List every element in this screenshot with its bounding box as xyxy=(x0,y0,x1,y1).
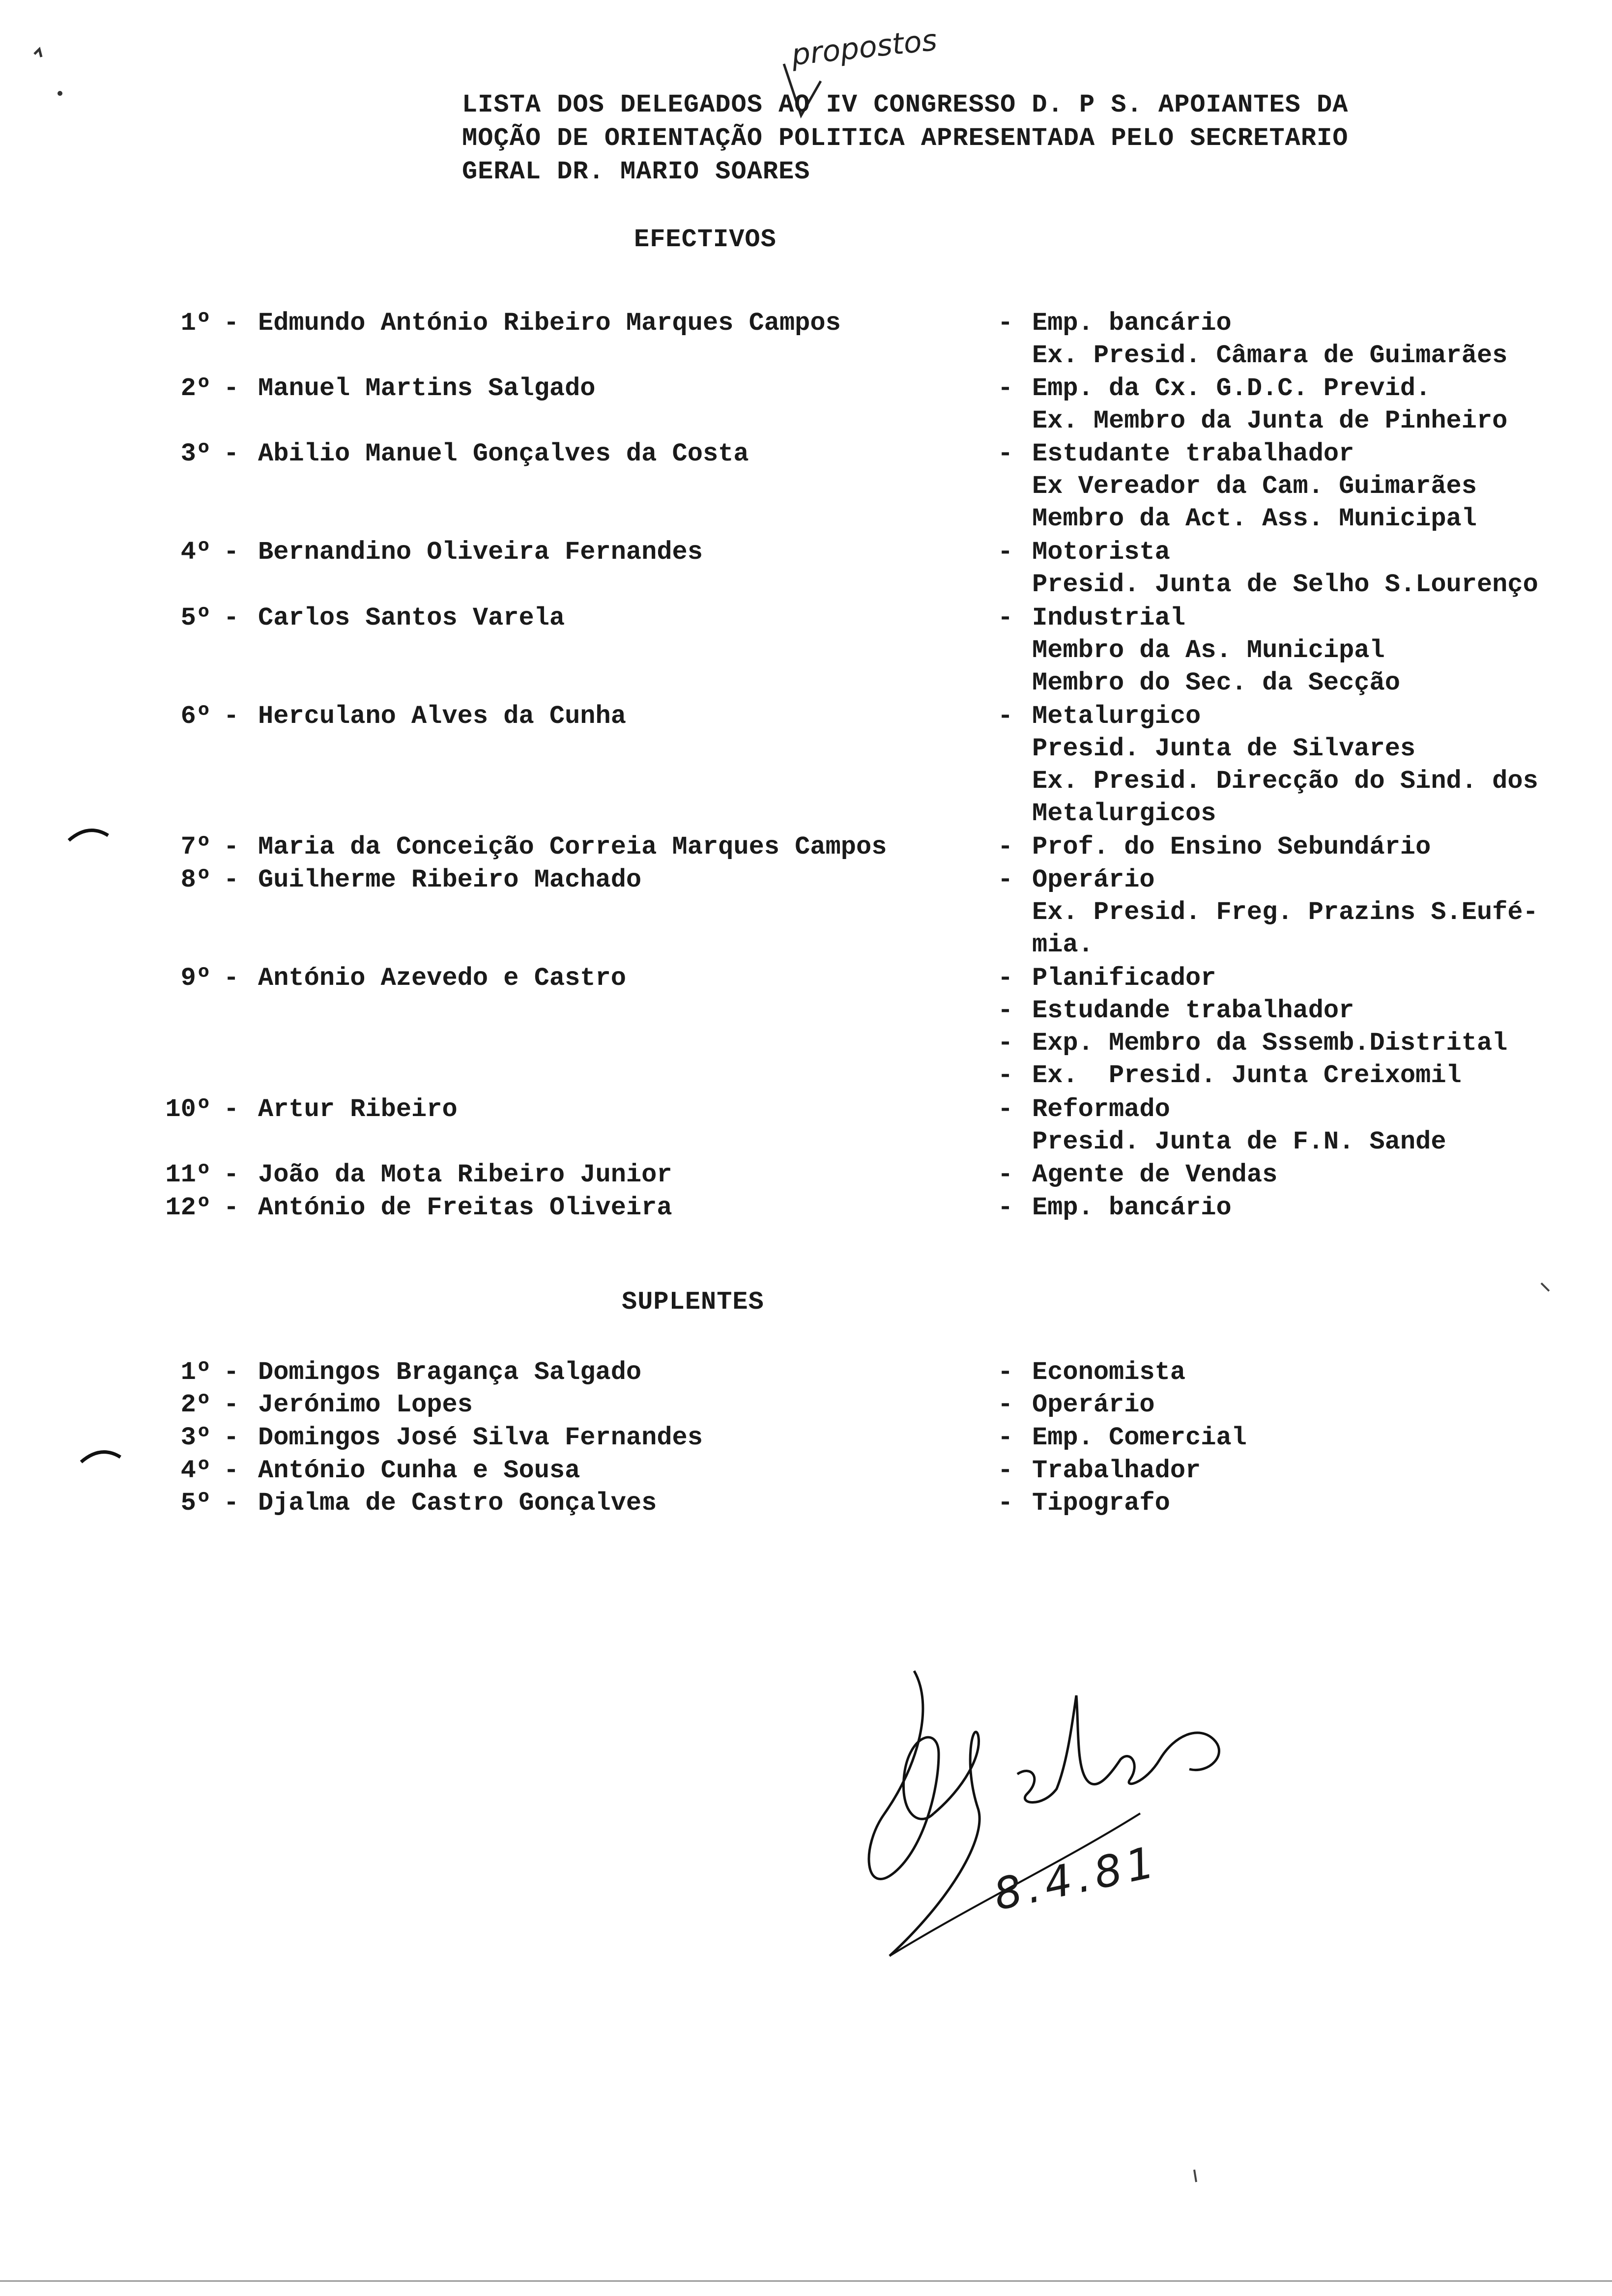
delegate-roles xyxy=(998,962,1507,1092)
entry-number: 2º xyxy=(180,374,211,403)
entry-dash: - xyxy=(224,1095,239,1124)
delegate-roles xyxy=(998,307,1507,372)
entry-dash: - xyxy=(224,309,239,338)
margin-mark xyxy=(1189,2167,1204,2187)
delegate-roles xyxy=(998,438,1477,535)
delegate-role: - Tipografo xyxy=(998,1487,1170,1520)
delegate-name: Abilio Manuel Gonçalves da Costa xyxy=(258,439,749,468)
delegate-name: Edmundo António Ribeiro Marques Campos xyxy=(258,309,841,338)
delegate-name: Herculano Alves da Cunha xyxy=(258,702,626,731)
entry-number: 5º xyxy=(180,1489,211,1518)
entry-dash: - xyxy=(224,702,239,731)
delegate-role: Membro da Act. Ass. Municipal xyxy=(1032,504,1477,533)
delegate-roles xyxy=(998,1356,1185,1389)
delegate-role: - Metalurgico xyxy=(998,700,1538,733)
delegate-role: - Industrial xyxy=(998,602,1400,634)
entry-dash: - xyxy=(224,1456,239,1485)
entry-number: 5º xyxy=(180,603,211,632)
delegate-role: Presid. Junta de Selho S.Lourenço xyxy=(1032,570,1538,599)
delegate-role: Ex. Presid. Direcção do Sind. dos xyxy=(1032,767,1538,796)
delegate-role: - Emp. bancário xyxy=(998,307,1507,340)
entry-dash: - xyxy=(224,1489,239,1518)
entry-dash: - xyxy=(224,439,239,468)
entry-number: 6º xyxy=(180,702,211,731)
delegate-role: - Estudande trabalhador xyxy=(998,995,1507,1027)
entry-dash: - xyxy=(224,374,239,403)
title-line-2: MOÇÃO DE ORIENTAÇÃO POLITICA APRESENTADA PELO SECRETARIO xyxy=(462,124,1349,153)
delegate-roles xyxy=(998,1389,1155,1421)
delegate-name: Carlos Santos Varela xyxy=(258,603,565,632)
entry-dash: - xyxy=(224,1193,239,1222)
entry-number: 9º xyxy=(180,964,211,993)
entry-dash: - xyxy=(224,1390,239,1419)
delegate-role: Presid. Junta de F.N. Sande xyxy=(1032,1127,1446,1156)
entry-dash: - xyxy=(224,832,239,861)
delegate-role: - Exp. Membro da Sssemb.Distrital xyxy=(998,1027,1507,1060)
delegate-role: - Emp. Comercial xyxy=(998,1422,1247,1454)
entry-number: 3º xyxy=(180,439,211,468)
scan-edge-line xyxy=(0,2280,1612,2282)
delegate-role: Ex Vereador da Cam. Guimarães xyxy=(1032,472,1477,501)
delegate-name: Djalma de Castro Gonçalves xyxy=(258,1489,657,1518)
title-line-3: GERAL DR. MARIO SOARES xyxy=(462,157,810,186)
delegate-roles xyxy=(998,831,1431,863)
delegate-name: Manuel Martins Salgado xyxy=(258,374,596,403)
delegate-roles xyxy=(998,1093,1446,1158)
delegate-role: Ex. Presid. Freg. Prazins S.Eufé- xyxy=(1032,898,1538,927)
signature-image xyxy=(855,1666,1297,1971)
entry-number: 4º xyxy=(180,1456,211,1485)
margin-mark xyxy=(79,1447,123,1467)
entry-number: 12º xyxy=(165,1193,211,1222)
entry-dash: - xyxy=(224,964,239,993)
entry-dash: - xyxy=(224,1423,239,1452)
delegate-role: - Prof. do Ensino Sebundário xyxy=(998,831,1431,863)
document-title xyxy=(462,88,1348,189)
delegate-role: Ex. Membro da Junta de Pinheiro xyxy=(1032,406,1508,435)
delegate-name: Domingos José Silva Fernandes xyxy=(258,1423,703,1452)
delegate-name: Domingos Bragança Salgado xyxy=(258,1358,642,1387)
entry-number: 1º xyxy=(180,309,211,338)
entry-number: 8º xyxy=(180,865,211,894)
delegate-role: - Emp. da Cx. G.D.C. Previd. xyxy=(998,373,1507,405)
delegate-roles xyxy=(998,700,1538,830)
entry-number: 3º xyxy=(180,1423,211,1452)
entry-dash: - xyxy=(224,865,239,894)
delegate-role: Presid. Junta de Silvares xyxy=(1032,734,1416,763)
efectivos-heading: EFECTIVOS xyxy=(634,225,777,254)
entry-number: 11º xyxy=(165,1160,211,1189)
delegate-role: - Estudante trabalhador xyxy=(998,438,1477,470)
entry-number: 4º xyxy=(180,538,211,567)
entry-number: 10º xyxy=(165,1095,211,1124)
entry-dash: - xyxy=(224,538,239,567)
delegate-name: António Cunha e Sousa xyxy=(258,1456,580,1485)
delegate-role: Metalurgicos xyxy=(1032,799,1216,828)
delegate-name: João da Mota Ribeiro Junior xyxy=(258,1160,672,1189)
entry-dash: - xyxy=(224,1358,239,1387)
delegate-role: Ex. Presid. Câmara de Guimarães xyxy=(1032,341,1508,370)
entry-number: 7º xyxy=(180,832,211,861)
delegate-roles xyxy=(998,373,1507,437)
entry-dash: - xyxy=(224,603,239,632)
margin-mark xyxy=(1538,1280,1553,1295)
title-line-1: LISTA DOS DELEGADOS AO IV CONGRESSO D. P S. APOIANTES DA xyxy=(462,90,1349,119)
delegate-name: Maria da Conceição Correia Marques Campos xyxy=(258,832,887,861)
delegate-name: António de Freitas Oliveira xyxy=(258,1193,672,1222)
signature-date: 8.4.81 xyxy=(989,1836,1163,1921)
corner-marks xyxy=(20,44,79,103)
entry-number: 1º xyxy=(180,1358,211,1387)
delegate-role: - Emp. bancário xyxy=(998,1192,1232,1224)
margin-mark xyxy=(66,826,111,845)
delegate-name: António Azevedo e Castro xyxy=(258,964,626,993)
delegate-roles xyxy=(998,1455,1201,1487)
delegate-role: - Planificador xyxy=(998,962,1507,995)
delegate-roles xyxy=(998,1192,1232,1224)
delegate-name: Artur Ribeiro xyxy=(258,1095,458,1124)
delegate-role: - Motorista xyxy=(998,536,1538,569)
delegate-role: - Operário xyxy=(998,864,1538,896)
delegate-roles xyxy=(998,1159,1277,1191)
delegate-role: - Reformado xyxy=(998,1093,1446,1126)
delegate-roles xyxy=(998,1487,1170,1520)
entry-dash: - xyxy=(224,1160,239,1189)
delegate-name: Guilherme Ribeiro Machado xyxy=(258,865,642,894)
delegate-roles xyxy=(998,864,1538,961)
delegate-role: Membro do Sec. da Secção xyxy=(1032,668,1400,697)
delegate-role: - Operário xyxy=(998,1389,1155,1421)
delegate-roles xyxy=(998,1422,1247,1454)
delegate-role: mia. xyxy=(1032,930,1094,959)
delegate-role: - Trabalhador xyxy=(998,1455,1201,1487)
entry-number: 2º xyxy=(180,1390,211,1419)
delegate-name: Bernandino Oliveira Fernandes xyxy=(258,538,703,567)
delegate-role: - Economista xyxy=(998,1356,1185,1389)
delegate-roles xyxy=(998,536,1538,601)
delegate-roles xyxy=(998,602,1400,699)
delegate-role: - Ex. Presid. Junta Creixomil xyxy=(998,1060,1507,1092)
handwritten-insert: propostos xyxy=(790,23,939,73)
delegate-name: Jerónimo Lopes xyxy=(258,1390,473,1419)
delegate-role: - Agente de Vendas xyxy=(998,1159,1277,1191)
delegate-role: Membro da As. Municipal xyxy=(1032,636,1385,665)
suplentes-heading: SUPLENTES xyxy=(622,1288,764,1317)
